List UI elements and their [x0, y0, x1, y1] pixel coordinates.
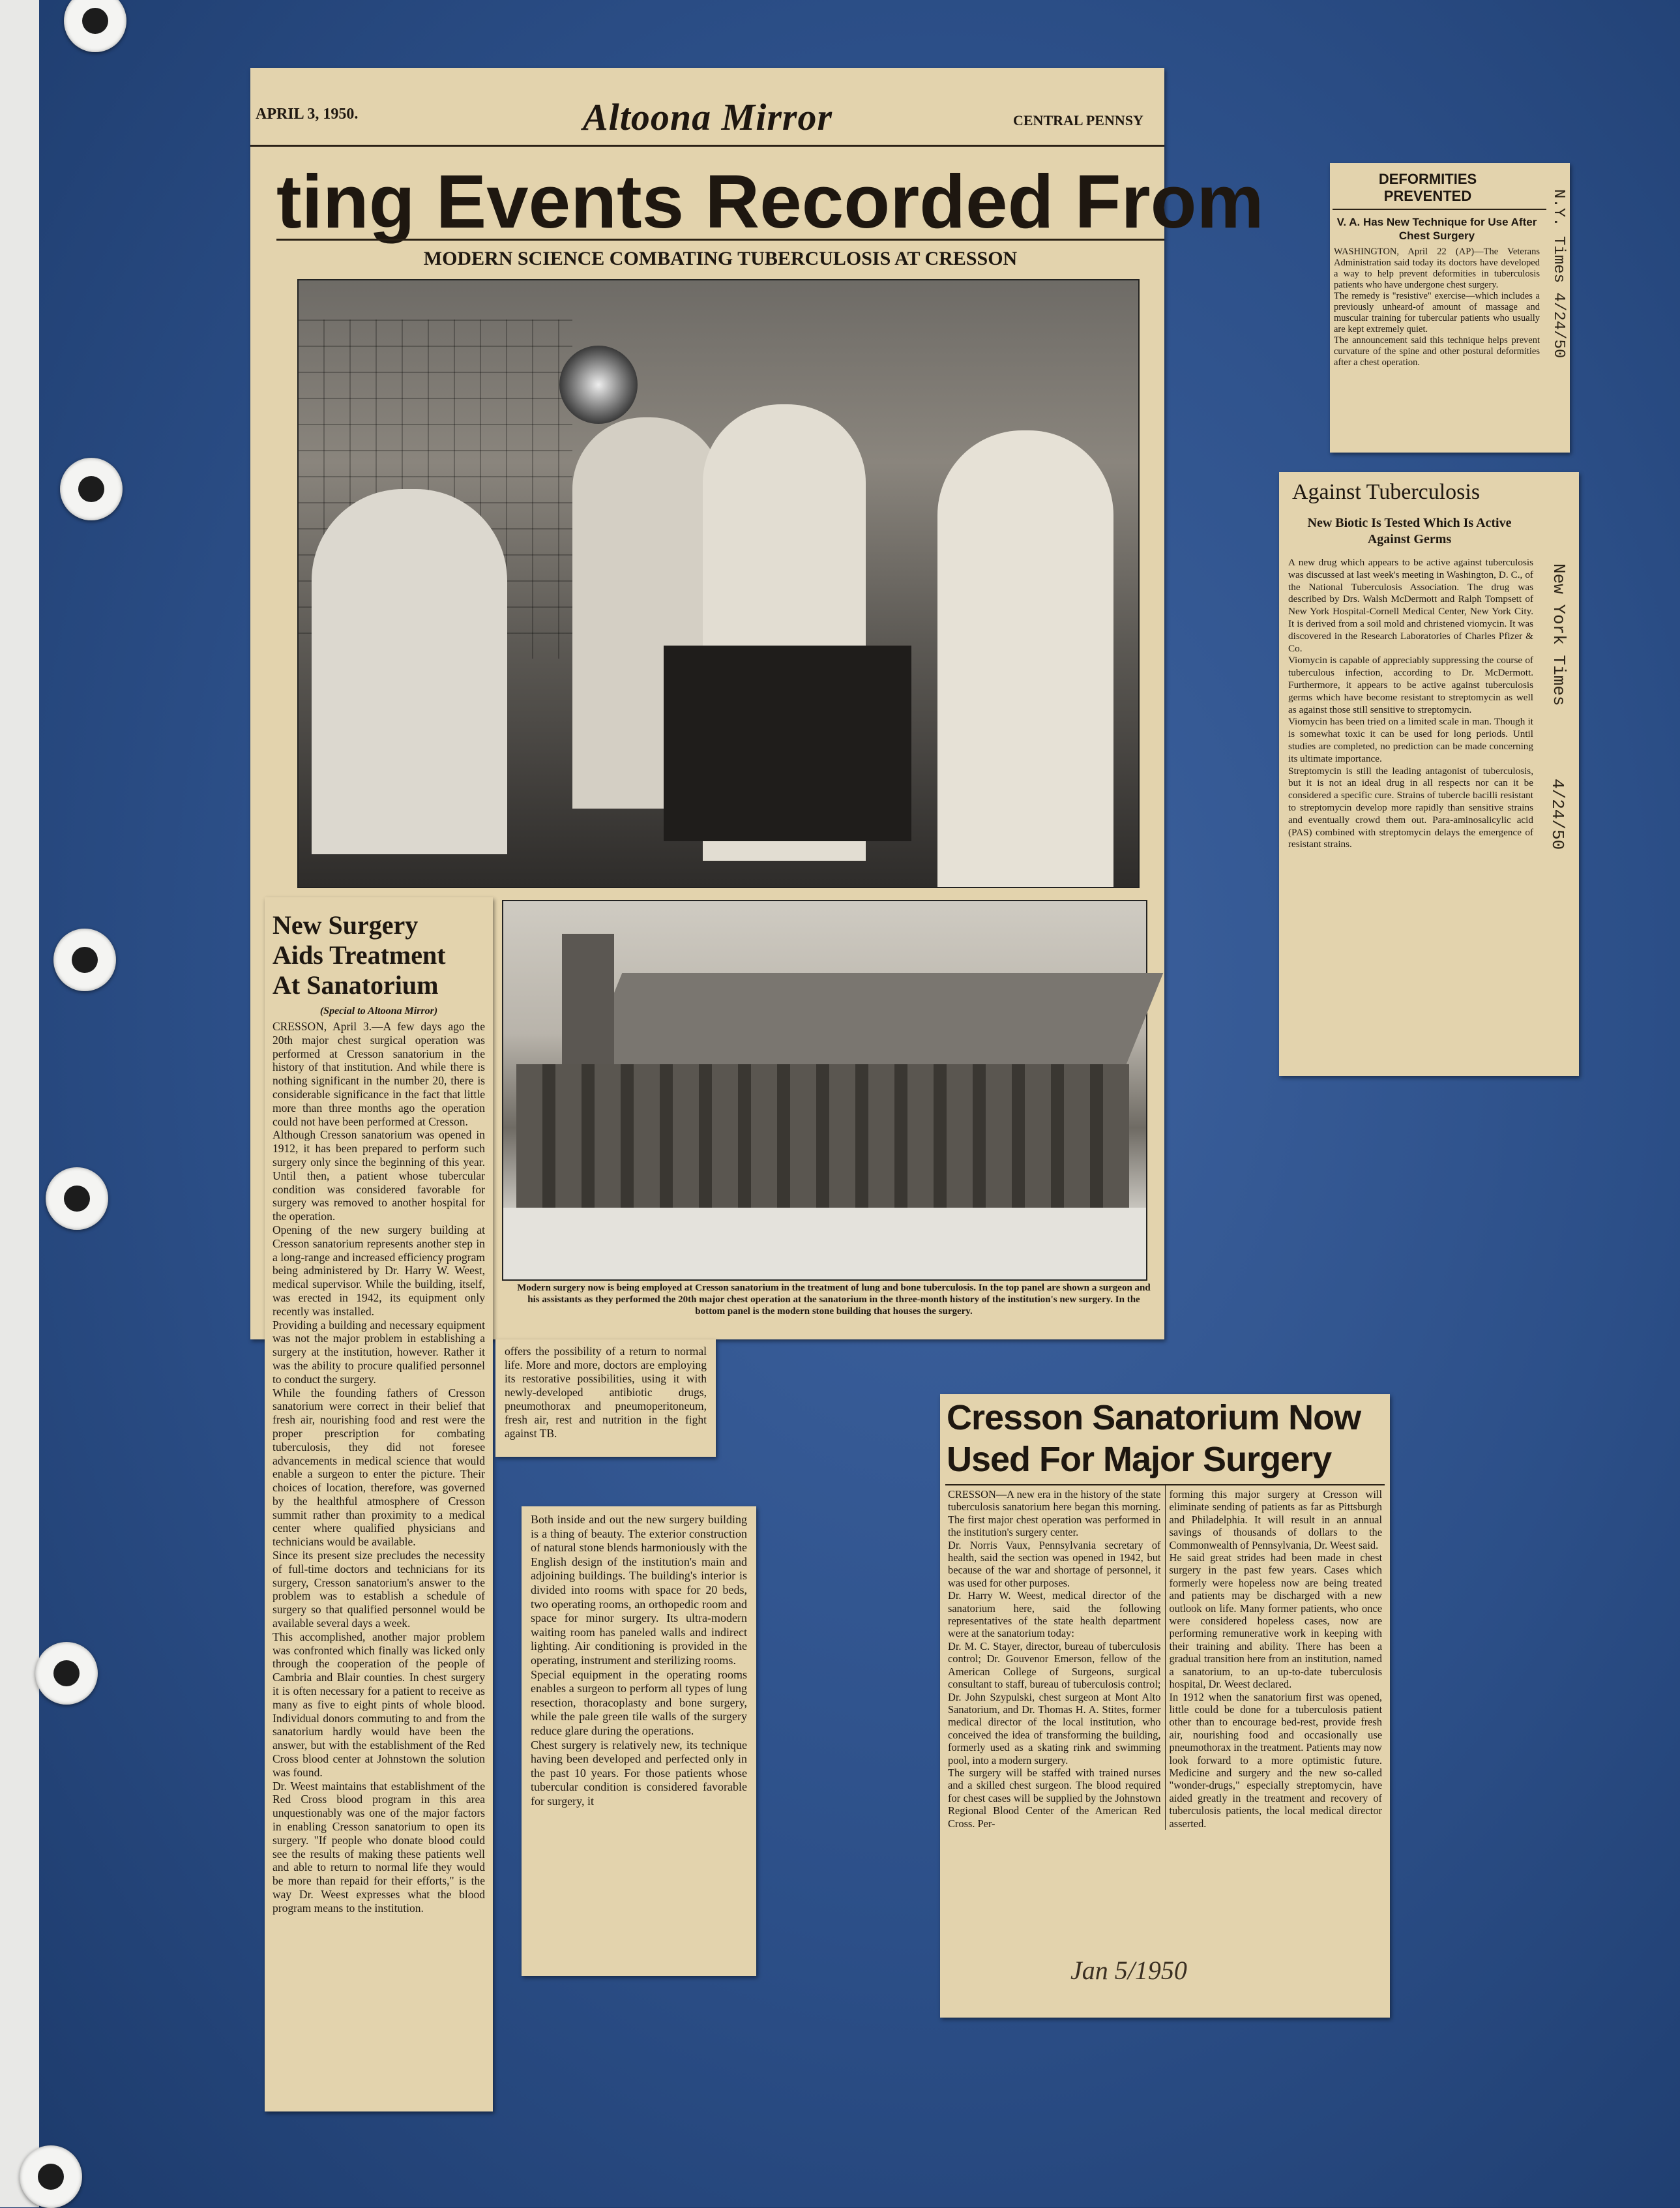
- building-chimney: [562, 934, 614, 1064]
- clipping-column-1: CRESSON—A new era in the history of the state tuberculosis sanatorium here began this morning. The first major chest operation was performed in the institution's surgery center. Dr. Norris Vaux, Pennsylvania secretary of health, said the section was opened in 1942, but because of the war and shortage of personnel, it was used for other purposes. Dr. Harry W. Weest, medical director of the sanatorium here, said the following representatives of the state health department were at the sanatorium today: Dr. M. C. Stayer, director, bureau of tuberculosis control; Dr. Gouvenor Emerson, fellow of the American College of Surgeons, surgical consultant to staff, bureau of tuberculosis control; Dr. John Szypulski, chest surgeon at Mont Alto Sanatorium, and Dr. Thomas H. A. Stites, former medical director of the local institution, who conceived the idea of transforming the building, formerly used as a skating rink and swimming pool, into a modern surgery. The surgery will be staffed with trained nurses and a skilled chest surgeon. The blood required for chest cases will be supplied by the Johnstown Regional Blood Center of the American Red Cross. Per-: [945, 1485, 1166, 1830]
- clipping-headline: Cresson Sanatorium Now Used For Major Surgery: [947, 1398, 1361, 1479]
- mirror-story-column-1: [265, 897, 493, 2111]
- binder-hole: [20, 2145, 82, 2208]
- handwritten-source-note: New York Times: [1549, 563, 1569, 706]
- mirror-story-column-3: [522, 1506, 756, 1976]
- against-tuberculosis-clipping: [1279, 472, 1579, 1076]
- building-roof: [580, 973, 1164, 1077]
- binder-hole: [60, 458, 123, 520]
- story-column-text: Both inside and out the new surgery building is a thing of beauty. The exterior construction of natural stone blends harmoniously with the English design of the institution's main and adjoining buildings. The building's interior is divided into rooms with space for 20 beds, two operating rooms, an orthopedic room and space for minor surgery. Its ultra-modern waiting room has paneled walls and indirect lighting. Air conditioning is provided in the operating, instrument and sterilizing rooms. Special equipment in the operating rooms enables a surgeon to perform all types of lung resection, thoracoplasty and bone surgery, while the pale green tile walls of the surgery reduce glare during the operations. Chest surgery is relatively new, its technique having been developed and perfected only in the past 10 years. For those patients whose tubercular condition is considered favorable for surgery, it: [531, 1513, 747, 1808]
- dateline-date: APRIL 3, 1950.: [256, 106, 359, 123]
- handwritten-date-note: 4/24/50: [1548, 779, 1567, 850]
- clipping-columns: [945, 1484, 1385, 1830]
- clipping-headline: Against Tuberculosis: [1292, 480, 1481, 504]
- clipping-subhead: V. A. Has New Technique for Use After Chest Surgery: [1336, 216, 1537, 242]
- photo-caption: Modern surgery now is being employed at Cresson sanatorium in the treatment of lung and bone tuberculosis. In the top panel are shown a surgeon and his assistants as they performed the 20th major chest operation at the sanatorium in the three-month history of the institution's new surgery. In the bottom panel is the modern stone building that houses the surgery.: [517, 1283, 1151, 1317]
- surgeon-figure: [312, 489, 507, 854]
- cresson-sanatorium-clipping: [940, 1394, 1390, 2018]
- surgical-lamp: [559, 346, 638, 424]
- building-wall: [516, 1064, 1129, 1208]
- handwritten-date-note: Jan 5/1950: [1070, 1956, 1187, 1985]
- clipping-body: WASHINGTON, April 22 (AP)—The Veterans Administration said today its doctors have developed a way to help prevent deformities in tuberculosis patients who have undergone chest surgery. The remedy is "resistive" exercise—which includes a previously unheard-of amount of massage and muscular training for tubercular patients who usually are kept extremely quiet. The announcement said this technique helps prevent curvature of the spine and other postural deformities after a chest operation.: [1334, 246, 1540, 368]
- binder-hole: [46, 1167, 108, 1230]
- binder-hole: [53, 929, 116, 991]
- operating-room-photo: [297, 279, 1140, 888]
- story-column-text: offers the possibility of a return to normal life. More and more, doctors are employing its restorative possibilities, using it with newly-developed antibiotic drugs, pneumothorax and pneumoperitoneum, fresh air, rest and nutrition in the fight against TB.: [505, 1345, 707, 1440]
- sanatorium-building-photo: [502, 900, 1147, 1281]
- binder-hole: [35, 1642, 98, 1705]
- masthead: Altoona Mirror: [583, 96, 833, 138]
- dateline-region: CENTRAL PENNSY: [1013, 112, 1143, 128]
- deformities-prevented-clipping: [1330, 163, 1570, 453]
- operating-table: [664, 646, 911, 841]
- story-headline: New Surgery Aids Treatment At Sanatorium: [273, 910, 446, 1000]
- clipping-column-2: forming this major surgery at Cresson will eliminate sending of patients as far as Pittsburgh and Philadelphia. It will result in an annual savings of thousands of dollars to the Commonwealth of Pennsylvania, Dr. Weest said. He said great strides had been made in chest surgery in the past few years. Cases which formerly were hopeless now are being treated and patients may be discharged with a new outlook on life. Many former patients, who once were considered hopeless cases, now are performing remunerative work in keeping with their training and ability. There has been a gradual transition here from an institution, named a sanatorium, to an up-to-date tuberculosis hospital, Dr. Weest declared. In 1912 when the sanatorium first was opened, little could be done for a tuberculosis patient other than to encourage bed-rest, provide fresh air, nourishing food and occasionally use pneumothorax in the treatment. Patients may now look forward to a more optimistic future. Medicine and surgery and the new so-called "wonder-drugs," especially streptomycin, have aided greatly in the treatment and recovery of tuberculosis patients, the local medical director asserted.: [1169, 1488, 1382, 1830]
- surgeon-figure: [937, 430, 1113, 887]
- handwritten-source-note: N.Y. Times 4/24/50: [1550, 189, 1567, 359]
- mirror-story-column-2: [495, 1339, 716, 1457]
- photo-subhead: MODERN SCIENCE COMBATING TUBERCULOSIS AT CRESSON: [423, 248, 1018, 269]
- clipping-subhead: New Biotic Is Tested Which Is Active Against Germs: [1307, 516, 1512, 546]
- clipping-headline: DEFORMITIES PREVENTED: [1333, 163, 1546, 210]
- story-column-text: CRESSON, April 3.—A few days ago the 20th major chest surgical operation was performed at Cresson sanatorium in the history of that institution. And while there is nothing significant in the number 20, there is considerable significance in the fact that little more than three months ago the operation could not have been performed at Cresson. Although Cresson sanatorium was opened in 1912, it has been prepared to perform such surgery only since the beginning of this year. Until then, a patient whose tubercular condition was considered favorable for surgery was removed to another hospital for the operation. Opening of the new surgery building at Cresson sanatorium represents another step in a long-range and increased efficiency program being administered by Dr. Harry W. Weest, medical supervisor. While the building, itself, was erected in 1942, its equipment only recently was installed. Providing a building and necessary equipment was not the major problem in establishing a surgery at the institution, however. Rather it was the ability to procure qualified personnel to conduct the surgery. While the founding fathers of Cresson sanatorium were correct in their belief that fresh air, nourishing food and rest were the proper prescription for combating tuberculosis, they did not foresee advancements in medical science that would enable a surgeon to enter the picture. Their choices of location, therefore, was governed by the healthful atmosphere of Cresson summit rather than proximity to a medical center where qualified physicians and technicians would be available. Since its present size precludes the necessity of full-time doctors and technicians for its surgery, Cresson sanatorium's answer to the problem was to establish a schedule of surgery so that qualified personnel would be available several days a week. This accomplished, another major problem was confronted which finally was licked only through the cooperation of the people of Cambria and Blair counties. In chest surgery it is often necessary for a patient to receive as many as five to eight pints of whole blood. Individual donors commuting to and from the sanatorium hardly would have been the answer, but with the establishment of the Red Cross blood center at Johnstown the solution was found. Dr. Weest maintains that establishment of the Red Cross blood program in this area unquestionably was one of the major factors in enabling Cresson sanatorium to open its surgery. "If people who donate blood could see the results of making these patients well and able to return to normal life they would be more than repaid for their efforts," is the way Dr. Weest expresses what the blood program means to the institution.: [273, 1020, 485, 1915]
- banner-rule: [276, 239, 1164, 241]
- story-byline: (Special to Altoona Mirror): [319, 1006, 438, 1017]
- snow-ground: [503, 1208, 1146, 1279]
- banner-headline: ting Events Recorded From: [276, 159, 1264, 244]
- clipping-body: A new drug which appears to be active against tuberculosis was discussed at last week's meeting in Washington, D. C., of the National Tuberculosis Association. The drug was described by Drs. Walsh McDermott and Ralph Tompsett of New York Hospital-Cornell Medical Center, New York City. It is derived from a soil mold and christened viomycin. It was discovered in the Research Laboratories of Charles Pfizer & Co. Viomycin is capable of appreciably suppressing the course of tuberculous infection, according to Dr. McDermott. Furthermore, it appears to be active against tuberculosis germs which have become resistant to streptomycin as well as against those still sensitive to streptomycin. Viomycin has been tried on a limited scale in man. Though it is somewhat toxic it can be used for long periods. Until studies are completed, no prediction can be made concerning its ultimate importance. Streptomycin is still the leading antagonist of tuberculosis, but it is not an ideal drug in all respects nor can it be considered a specific cure. Strains of tubercle bacilli resistant to streptomycin develop more rapidly than sensitive strains and eventually crowd them out. Para-aminosalicylic acid (PAS) combined with streptomycin delays the emergence of resistant strains.: [1288, 557, 1533, 850]
